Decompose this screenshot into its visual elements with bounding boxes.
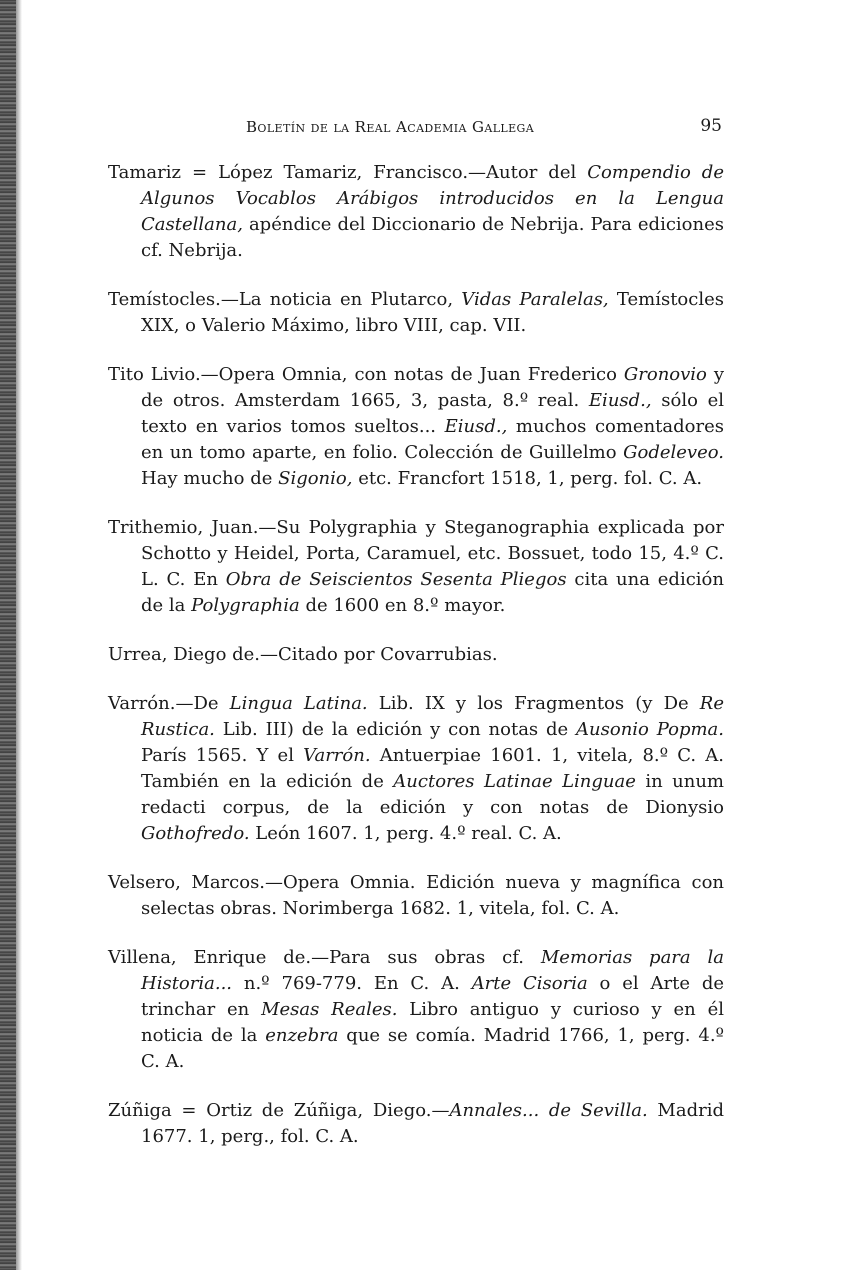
entry-text: y de otros. Amsterdam 1665, 3, pasta, 8.º real.: [141, 364, 725, 411]
italic-title-text: Eiusd.,: [588, 390, 652, 411]
italic-title-text: Gothofredo.: [141, 823, 250, 844]
italic-title-text: Ausonio Popma.: [576, 719, 724, 740]
entry-text: in unum redacti corpus, de la edición y con notas de Dionysio: [141, 771, 724, 818]
entry-text: muchos comentadores en un tomo aparte, en folio. Colección de Guillelmo: [141, 416, 724, 463]
entry-text: o el Arte de trinchar en: [141, 973, 724, 1020]
entry-text: Trithemio, Juan.—Su Polygraphia y Steganographia explicada por Schotto y Heidel, Porta, Caramuel, etc. Bossuet, todo 15, 4.º C. L. C. En: [108, 517, 724, 590]
entry-text: Varrón.—De: [108, 693, 230, 714]
entry-velsero: [108, 870, 724, 922]
entry-text: etc. Francfort 1518, 1, perg. fol. C. A.: [352, 468, 703, 489]
italic-title-text: Auctores Latinae Linguae: [393, 771, 636, 792]
entry-text: Libro antiguo y curioso y en él noticia de la: [141, 999, 724, 1046]
entry-zuniga: [108, 1098, 724, 1150]
entry-tamariz: [108, 160, 724, 264]
entry-text: Hay mucho de: [141, 468, 279, 489]
italic-title-text: Godeleveo.: [623, 442, 724, 463]
entry-text: Tito Livio.—Opera Omnia, con notas de Juan Frederico: [108, 364, 624, 385]
italic-title-text: Lingua Latina.: [229, 693, 368, 714]
page-number: 95: [700, 116, 722, 136]
entry-text: sólo el texto en varios tomos sueltos...: [141, 390, 724, 437]
entry-text: Lib. IX y los Fragmentos (y De: [367, 693, 700, 714]
entry-text: Madrid 1677. 1, perg., fol. C. A.: [141, 1100, 724, 1147]
italic-title-text: Eiusd.,: [444, 416, 508, 437]
entry-text: Zúñiga = Ortiz de Zúñiga, Diego.—: [108, 1100, 450, 1121]
entry-text: Temístocles.—La noticia en Plutarco,: [108, 289, 462, 310]
entry-varron: [108, 691, 724, 847]
italic-title-text: Re Rustica.: [141, 693, 724, 740]
entry-text: de 1600 en 8.º mayor.: [299, 595, 506, 616]
entry-text: Urrea, Diego de.—Citado por Covarrubias.: [108, 644, 498, 665]
entry-text: Villena, Enrique de.—Para sus obras cf.: [108, 947, 541, 968]
italic-title-text: Varrón.: [303, 745, 371, 766]
italic-title-text: Memorias para la Historia...: [141, 947, 725, 994]
entry-text: Antuerpiae 1601. 1, vitela, 8.º C. A. También en la edición de: [141, 745, 725, 792]
entry-text: León 1607. 1, perg. 4.º real. C. A.: [249, 823, 562, 844]
entry-text: Lib. III) de la edición y con notas de: [214, 719, 577, 740]
italic-title-text: Annales... de Sevilla.: [449, 1100, 648, 1121]
entry-temistocles: [108, 287, 724, 339]
italic-title-text: Obra de Seiscientos Sesenta Pliegos: [225, 569, 567, 590]
italic-title-text: Compendio de Algunos Vocablos Arábigos introducidos en la Lengua Castellana,: [141, 162, 724, 235]
page-header: [246, 114, 722, 140]
italic-title-text: Arte Cisoria: [471, 973, 588, 994]
italic-title-text: Gronovio: [623, 364, 707, 385]
entry-trithemio: [108, 515, 724, 619]
entry-text: Velsero, Marcos.—Opera Omnia. Edición nueva y magnífica con selectas obras. Norimberga 1682. 1, vitela, fol. C. A.: [108, 872, 724, 919]
italic-title-text: Polygraphia: [191, 595, 300, 616]
entry-text: que se comía. Madrid 1766, 1, perg. 4.º C. A.: [141, 1025, 725, 1072]
entry-tito-livio: [108, 362, 724, 492]
italic-title-text: enzebra: [265, 1025, 339, 1046]
entry-villena: [108, 945, 724, 1075]
entry-text: cita una edición de la: [141, 569, 724, 616]
entry-text: París 1565. Y el: [141, 745, 304, 766]
entry-urrea: [108, 642, 724, 668]
italic-title-text: Sigonio,: [278, 468, 353, 489]
italic-title-text: Mesas Reales.: [261, 999, 398, 1020]
bibliography-entries: [108, 160, 724, 1173]
italic-title-text: Vidas Paralelas,: [461, 289, 609, 310]
entry-text: Tamariz = López Tamariz, Francisco.—Autor del: [108, 162, 588, 183]
running-title: Boletín de la Real Academia Gallega: [246, 118, 535, 136]
entry-text: n.º 769-779. En C. A.: [232, 973, 472, 994]
book-binding-edge: [0, 0, 16, 1270]
entry-text: Temístocles XIX, o Valerio Máximo, libro VIII, cap. VII.: [141, 289, 724, 336]
entry-text: apéndice del Diccionario de Nebrija. Para ediciones cf. Nebrija.: [141, 214, 724, 261]
